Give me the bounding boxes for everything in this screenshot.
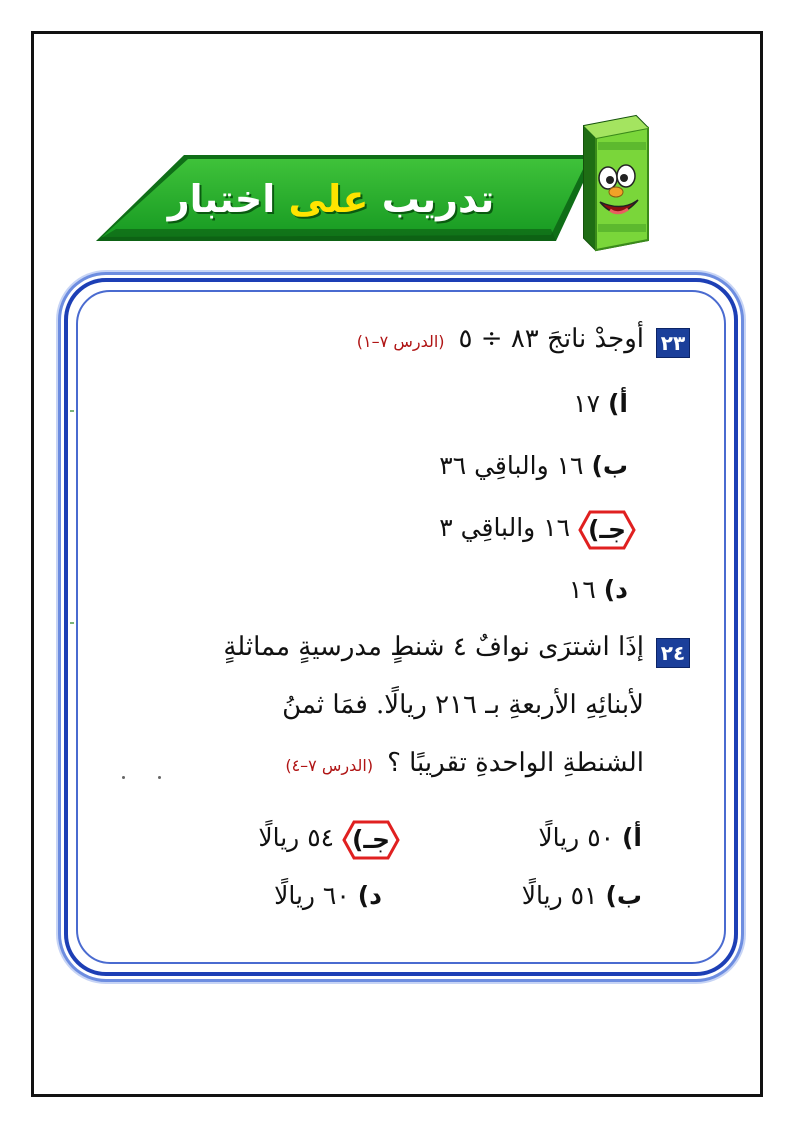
- book-mascot-icon: [566, 112, 656, 252]
- option-c-selected[interactable]: [439, 508, 636, 548]
- option-letter: جـ): [588, 514, 626, 544]
- option-c-selected[interactable]: [258, 818, 400, 858]
- lesson-reference: (الدرس ٧–١): [356, 332, 445, 351]
- question-23-text: أوجدْ ناتجَ ٨٣ ÷ ٥: [458, 324, 644, 354]
- option-a[interactable]: [538, 818, 642, 858]
- banner-title: [96, 169, 566, 229]
- question-frame-inner: [76, 290, 726, 964]
- option-text: ١٧: [573, 389, 601, 418]
- option-text: ١٦ والباقِي ٣: [439, 513, 571, 542]
- hexagon-icon: [342, 820, 400, 860]
- option-letter: ب): [591, 451, 628, 480]
- option-letter: ب): [605, 881, 642, 910]
- option-letter: أ): [608, 389, 628, 418]
- stray-dot: [158, 776, 161, 779]
- question-24-line-1: إذَا اشترَى نوافٌ ٤ شنطٍ مدرسيةٍ مماثلةٍ: [223, 632, 644, 662]
- question-24-line-2: لأبنائِهِ الأربعةِ بـ ٢١٦ ريالًا. فمَا ثمنُ: [282, 690, 644, 720]
- question-text: [357, 324, 644, 354]
- stray-dot: [122, 776, 125, 779]
- question-text: [285, 748, 644, 778]
- option-text: ٥١ ريالًا: [521, 881, 598, 910]
- hexagon-icon: [578, 510, 636, 550]
- option-letter: جـ): [352, 824, 390, 854]
- option-text: ٥٤ ريالًا: [258, 823, 335, 852]
- option-text: ٥٠ ريالًا: [538, 823, 615, 852]
- question-number: ٢٣: [656, 328, 690, 358]
- option-letter: د): [357, 881, 382, 910]
- option-b[interactable]: [439, 446, 628, 486]
- option-a[interactable]: [573, 384, 628, 424]
- margin-tick: [70, 622, 74, 624]
- margin-tick: [70, 410, 74, 412]
- banner-word-2: على: [288, 177, 369, 221]
- lesson-reference: (الدرس ٧–٤): [285, 756, 374, 775]
- section-banner: [96, 155, 596, 241]
- option-letter: د): [603, 575, 628, 604]
- option-text: ٦٠ ريالًا: [274, 881, 350, 910]
- option-letter: أ): [622, 823, 642, 852]
- banner-word-3: اختبار: [167, 177, 276, 221]
- banner-word-1: تدريب: [381, 177, 495, 221]
- question-24-line-3: الشنطةِ الواحدةِ تقريبًا ؟: [387, 748, 644, 778]
- option-b[interactable]: [522, 876, 642, 916]
- option-text: ١٦: [568, 575, 596, 604]
- option-text: ١٦ والباقِي ٣٦: [439, 451, 584, 480]
- question-number: ٢٤: [656, 638, 690, 668]
- option-d[interactable]: [569, 570, 628, 610]
- option-d[interactable]: [274, 876, 382, 916]
